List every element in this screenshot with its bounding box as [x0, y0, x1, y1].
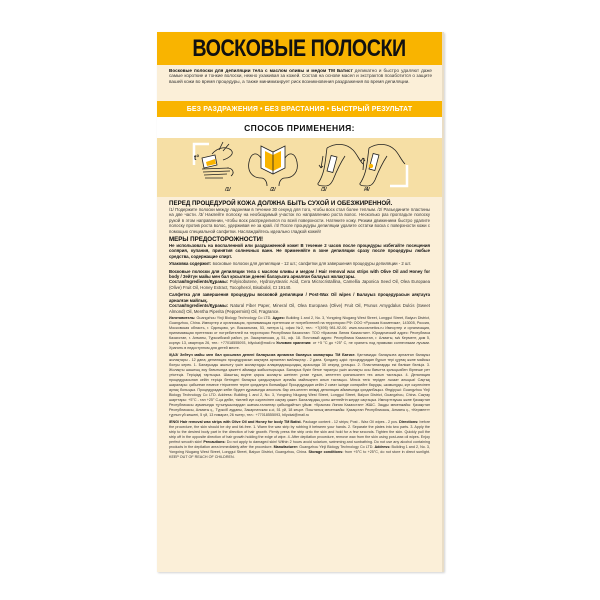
wipes-title: Салфетка для завершения процедуры восковой депиляции / Post-Wax Oil wipes / Балауыз процедурасын аяқтауға арналған майлық. [169, 292, 430, 303]
manufacturer-address: Building 1 and 2, No. 3, Yongxing Niugang West Street, Longgui Street, Baiyun District, Guangzhou, China. Импортер и организация, принимающая претензии от потребителей на территории РФ: ООО «Русская Косметика», 143005, Россия, Московская область, г. Одинцово, ул. Вокзальная, 53, литера Ц, офис №2, тел.: +7(495) 981-92-00. www.ruscosmetics.ru Импортер и организация, принимающая претензии от потребителей на территории Республики Казахстан: ТОО «Красная Линия Казахстан». Юридический адрес: Республика Казахстан, г. Алматы, Турксибский район, ул. Закарпатская, д. 51, оф. 18. Почтовый адрес: Республика Казахстан, г. Алматы, м/к Кермент, дом 5, корпус 13, квартира 26, тел.: +77018555093, bilyckai@mail.ru [169, 315, 430, 345]
package-text: восковые полоски для депиляции - 12 шт.; салфетки для завершения процедуры депиляции - 2 шт. [211, 261, 412, 267]
package-contents [169, 261, 430, 266]
kazakh-section [169, 353, 430, 418]
warm-strip-hands-icon [194, 142, 233, 178]
english-manufacturer: Guangzhou Yinji Biology Technology Co LTD. [298, 444, 375, 449]
benefit-fast-result: БЫСТРЫЙ РЕЗУЛЬТАТ [331, 105, 413, 113]
kazakh-text: Қаптамада: балауызға арналған балауыз жолақтары - 12 дана; депиляция процедурасын аяқтауға арналған майлықтар - 2 дана. Қолдану әдісі: процедурадан бұрын тері құрғақ және майсыз болуы керек. 1. Балауызды жылыту үшін жолақтарды алақандарыңыздың арасында 30 секунд ұстаңыз. 2. Пластиналарды екі бөлікке бөліңіз. 3. Жолақты шаштың өсу бағытында қажетті аймаққа жабыстырыңыз. Балауыз бүкіл бетке таралуы үшін жолақты осы бағытта қолыңызбен бірнеше рет үтіктеңіз. Теріңізді тартыңыз. Шаштың өсуіне қарсы жолақты шетінен ұстап тұрып, кенеттен қозғалыспен тез алып тастаңыз. 4. Депиляция процедурасынан кейін теріңіз бетіндегі балауыз қалдықтарын арнайы майлықпен алып тастаңыз. Мінсіз тегіс теріден ләззат алыңыз! Сақтық шаралары: қабынған немесе тітіркенген теріге қолдануға болмайды! Процедурадан кейін 2 сағат ішінде солярийге баруды, шомылуды, күн сәулесінен аулақ болыңыз. Процедурадан кейін бірден құрамында алкоголь бар кез-келген өнімді депиляция аймағында қолданбаңыз. Өндіруші: Guangzhou Yinji Biology Technology Co LTD. Address: Building 1 and 2, No. 3, Yongxing Niugang West Street, Longgui Street, Baiyun District, Guangzhou, China. Сақтау шарттары: +5°C - тан +25° C-қа дейін, тікелей күн сәулесінен сақтау қажет. Балалардың қолы жетпейтін жерде сақтаңыз. Импорттаушы және Қазақстан Республикасы аумағында тұтынушылардан шағым-талаптар қабылдайтын ұйым: «Красная Линия Казахстан» ЖШС. Заңды мекенжайы: Қазақстан Республикасы, Алматы қ., Түрксіб ауданы, Закарпатская к-сі, 51 үй, 18 кеңсе. Пошталық мекенжайы: Қазақстан Республикасы, Алматы қ., «Кермент» тұрғын үй кешені, 5 үй, 13 ғимарат, 26 пәтер, тел.: +77018555093, bilyckai@mail.ru [169, 352, 430, 417]
separate-strip-icon [249, 146, 298, 186]
usage-heading: СПОСОБ ПРИМЕНЕНИЯ: [244, 122, 355, 133]
manufacturer-info [169, 316, 430, 351]
precautions-text [169, 243, 430, 259]
remove-strip-leg-icon [360, 144, 405, 186]
kazakh-label: /ҚАЗ/ Зейтүн майы мен бал қосылған денені балауызға арналған балауыз жолақтары ТМ Батист. [169, 352, 356, 357]
intro-product-name: Восковые полоски для депиляции тела с маслом оливы и медом ТМ Батист [169, 68, 353, 73]
corner-bracket-icon [390, 165, 407, 186]
english-address-label: Address: [374, 444, 391, 449]
manufacturer-label: Изготовитель: [169, 315, 196, 320]
usage-heading-bar [157, 117, 442, 138]
svg-text:t°: t° [194, 155, 200, 162]
intro-paragraph [157, 65, 442, 101]
usage-steps-drawing [157, 138, 442, 197]
step-label-1: /1/ [225, 187, 231, 193]
wipes-ingredients [169, 292, 430, 314]
precautions-heading: МЕРЫ ПРЕДОСТОРОЖНОСТИ! [169, 236, 264, 244]
step-label-3: /3/ [321, 187, 327, 193]
instructions-text: /1/ Подержите полоски между ладонями в течение 30 секунд для того, чтобы воск стал более теплым. /2/ Разъедините пластины на две части. /3/ Наклейте полоску на необходимый участок по направлению роста волос. Несколько раз прогладьте полоску рукой в этом направлении, чтобы воск распределился по всей поверхности. Натяните кожу. Резким движением быстро удалите полоску против роста волос, удерживая ее за край. /4/ После процедуры депиляции удалите остатки воска с поверхности кожи с помощью специальной салфетки. Наслаждайтесь идеально гладкой кожей! [169, 207, 430, 234]
apply-strip-leg-icon [318, 144, 363, 186]
benefit-no-ingrown: БЕЗ ВРАСТАНИЯ [264, 105, 325, 113]
english-directions-label: Directions: [399, 419, 419, 424]
label-body [157, 197, 442, 460]
product-label-panel [157, 32, 444, 572]
benefits-bar [157, 101, 442, 117]
strips-ingredients [169, 269, 430, 291]
english-precautions: Do not apply to damaged skin! Within 2 hours avoid solarium, swimming and sunbathing. Do not use any alcohol containing products in the depilation area immediately after the procedure. [169, 439, 430, 449]
strips-ingredients-list: Polyisobutene, Hydroxystearic Acid, Cera Microcristallina, Camellia Japonica Seed Oil, Olea Europaea (Olive) Fruit Oil, Honey Extract, Tocopherol, Bisabolol, CI 19140. [169, 279, 430, 290]
benefit-no-irritation: БЕЗ РАЗДРАЖЕНИЯ [186, 105, 259, 113]
address-label: Адрес: [272, 315, 286, 320]
product-title: ВОСКОВЫЕ ПОЛОСКИ [192, 34, 407, 62]
step-label-2: /2/ [270, 187, 276, 193]
english-label: /ENG/ Hair removal wax strips with Olive Oil and Honey for body TM Batist. [169, 419, 302, 424]
step-label-4: /4/ [364, 187, 370, 193]
storage-text: от +5 °С до +25° С, не хранить под прямыми солнечными лучами. Хранить в недоступном для детей месте. [169, 340, 430, 350]
english-manufacturer-label: Manufacturer: [273, 444, 299, 449]
bullet-separator: • [326, 105, 330, 113]
storage-label: Условия хранения: [276, 340, 312, 345]
wipes-ingredients-list: Natural Fiber Paper, Mineral Oil, Olea Europaea (Olive) Fruit Oil, Prunus Amygdalus Dulcis (Sweet Almond) Oil, Mentha Piperita (Peppermint) Oil, Fragrance. [169, 303, 430, 314]
bullet-separator: • [260, 105, 263, 113]
wipes-ingredients-label: Состав/Ingredients/Құрамы: [169, 303, 229, 309]
usage-illustration [157, 138, 442, 197]
english-precautions-label: Precautions: [203, 439, 226, 444]
precautions-body: Не использовать на воспаленной или раздраженной коже! В течение 2 часов после процедуры избегайте посещения солярия, купания, принятия солнечных ванн. Не применяйте в зоне депиляции сразу после процедуры любые средства, содержащие спирт. [169, 243, 430, 259]
title-banner [157, 32, 442, 65]
english-storage: from +5°C to +25°C, do not store in direct sunlight. KEEP OUT OF REACH OF CHILDREN. [169, 449, 430, 459]
english-address: Building 1 and 2, No. 3, Yongxing Niugang West Street, Longgui Street, Baiyun District, Guangzhou, China. [169, 444, 430, 454]
intro-text: деликатно и быстро удаляют даже самые короткие и тонкие волоски, нежно ухаживая за кожей. Состав на основе масел и экстрактов позаботится о защите вашей кожи во время процедуры, а также минимизирует риск возникновения раздражения во время депиляции. [169, 68, 432, 84]
english-section [169, 420, 430, 460]
instructions-heading: ПЕРЕД ПРОЦЕДУРОЙ КОЖА ДОЛЖНА БЫТЬ СУХОЙ И ОБЕЗЖИРЕННОЙ. [169, 200, 393, 207]
package-label: Упаковка содержит: [169, 261, 212, 267]
strips-title: Восковые полоски для депиляции тела с маслом оливы и медом / Hair removal wax strips with Olive Oil and Honey for body / Зейтүн майы мен бал қосылған денені балауызға арналған балауыз жолақтары. [169, 268, 430, 280]
english-storage-label: Storage conditions: [308, 449, 344, 454]
strips-ingredients-label: Состав/Ingredients/Құрамы: [169, 279, 229, 285]
manufacturer-name: Guangzhou Yinji Biology Technology Co LTD. [195, 315, 273, 320]
english-package: Package content - 12 strips; Post - Wax Oil wipes - 2 pcs. [301, 419, 400, 424]
english-directions: before the procedure, the skin should be dry and fat-free. 1. Warm the wax strip by rubbing it between your hands. 2. Separate the plates into two parts. 3. Apply the strip to the desired body part in the direction of hair growth. Firmly press the strip onto the skin and hold for a few seconds. Tighten the skin. Quickly pull the strip off in the opposite direction of hair growth holding the edge of wipe. 4. After depilation procedure, remove wax from the skin using post-wax oil wipes. Enjoy perfect smooth skin! [169, 419, 431, 444]
